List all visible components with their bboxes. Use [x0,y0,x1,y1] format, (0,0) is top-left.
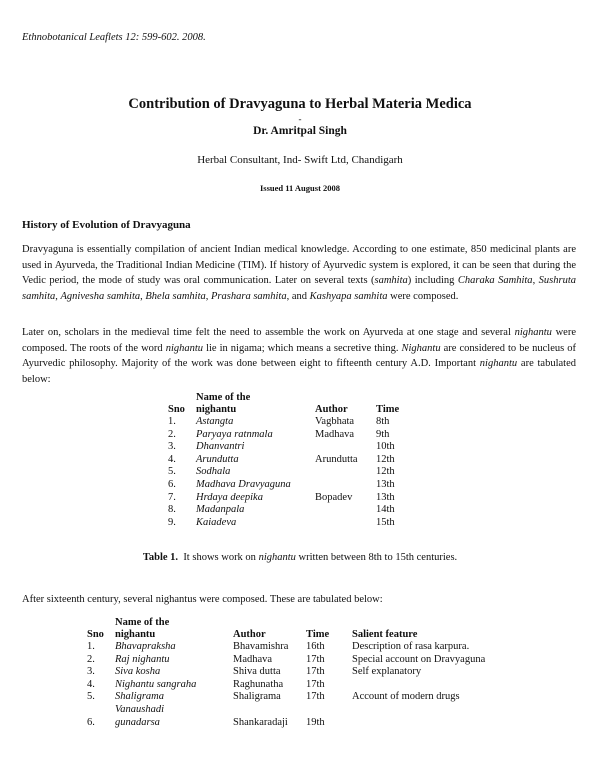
term-nighantu: nighantu [514,327,552,338]
issue-date: Issued 11 August 2008 [259,183,341,193]
table-row [168,466,416,479]
table-row [87,717,512,730]
table-caption [0,552,600,563]
cell-author [315,479,376,492]
cell-name: Madhava Dravyaguna [196,478,291,490]
cell-author [315,441,376,454]
caption-label: Table 1. [142,552,179,563]
header-name-line1: Name of the [115,617,170,628]
title-separator: - [298,114,302,124]
cell-time [306,704,352,717]
text-kashyapa: Kashyapa samhita [309,290,388,302]
sep-3: , [140,290,146,302]
table-row [168,441,416,454]
cell-name: Paryaya ratnmala [196,428,273,440]
table-header-row [168,392,416,416]
table-row [87,691,512,704]
cell-time: 12th [376,453,395,465]
table-header-row [87,617,512,641]
cell-time: 13th [376,478,395,490]
author-name: Dr. Amritpal Singh [253,125,347,137]
cell-feature: Description of rasa karpura. [352,641,470,652]
cell-sno: 4. [168,453,176,465]
cell-sno: 9. [168,516,176,528]
author-affiliation: Herbal Consultant, Ind- Swift Ltd, Chandigarh [197,154,403,166]
table-row [168,504,416,517]
cell-sno: 1. [168,416,176,427]
cell-author: Arundutta [315,453,358,465]
cell-name: Hrdaya deepika [196,491,263,503]
cell-feature: Account of modern drugs [352,691,460,703]
section-heading: History of Evolution of Dravyaguna [22,219,191,231]
cell-time: 17th [306,691,325,703]
cell-name: Siva kosha [115,666,161,678]
cell-sno: 2. [168,428,176,440]
cell-feature [352,704,512,717]
cell-feature [352,679,512,692]
text-sushruta: Sushruta samhita [22,275,577,302]
cell-time: 9th [376,428,390,440]
running-head: Ethnobotanical Leaflets 12: 599-602. 2008. [22,32,206,43]
cell-time: 12th [376,466,395,478]
cell-sno: 4. [87,678,95,690]
table-row [168,454,416,467]
header-sno: Sno [87,629,104,640]
cell-sno [87,704,115,717]
cell-author: Raghunatha [233,678,284,690]
cell-feature: Self explanatory [352,666,422,678]
sep-2: , [55,290,61,302]
cell-time: 8th [376,416,390,427]
text-agnivesha: Agnivesha samhita [60,290,141,302]
cell-author: Madhava [233,653,273,665]
para2-text-b: were composed. The roots of the word [22,327,576,354]
cell-time: 19th [306,716,325,728]
table-row [168,429,416,442]
cell-sno: 3. [87,666,95,678]
table-nighantu-early [168,392,416,529]
sep-and: , and [286,290,310,302]
table-row [87,654,512,667]
cell-name: gunadarsa [115,716,160,728]
cell-time: 13th [376,491,395,503]
header-time: Time [376,404,400,415]
sep-4: , [205,290,212,302]
cell-sno: 2. [87,653,95,665]
para2-text-a: Later on, scholars in the medieval time felt the need to assemble the work on Ayurveda at one stage and several [22,327,515,338]
header-name [196,392,315,416]
text-charaka: Charaka Samhita [457,275,533,286]
paper-title: Contribution of Dravyaguna to Herbal Materia Medica [128,96,472,112]
table-row [168,517,416,530]
table-row [87,704,512,717]
header-time: Time [306,629,330,640]
term-nighantu-cap: Nighantu [401,342,441,354]
cell-time: 16th [306,641,325,652]
caption-text-a: It shows work on [178,552,259,563]
cell-time: 14th [376,504,395,516]
para2-text-e: are tabulated below: [22,358,576,385]
cell-time: 10th [376,441,395,453]
cell-author [315,504,376,517]
header-name-line2: nighantu [115,629,156,640]
cell-author: Madhava [315,428,355,440]
cell-name: Raj nighantu [115,653,170,665]
cell-author: Bopadev [315,491,353,503]
header-author: Author [315,404,348,415]
term-samhita: samhita [374,275,408,286]
cell-sno: 7. [168,491,176,503]
table-row [168,479,416,492]
paragraph-medieval [22,325,576,387]
sep-1: , [532,275,539,286]
paragraph-intro [22,242,576,304]
para1-text-c: were composed. [387,290,459,302]
cell-sno: 6. [87,716,95,728]
cell-author: Shaligrama [233,691,281,703]
header-feature: Salient feature [352,629,418,640]
cell-name: Vanaushadi [115,703,165,715]
caption-term: nighantu [258,552,296,563]
cell-author: Shankaradaji [233,716,288,728]
cell-time: 17th [306,666,325,678]
paragraph-later: After sixteenth century, several nighantus were composed. These are tabulated below: [22,594,383,605]
cell-time: 17th [306,653,325,665]
header-sno: Sno [168,404,185,415]
cell-name: Dhanvantri [196,441,245,453]
table-row [87,641,512,654]
cell-author [315,466,376,479]
cell-sno: 5. [168,466,176,478]
term-nighantu: nighantu [165,342,204,354]
cell-author [315,517,376,530]
cell-name: Astangta [196,416,234,427]
cell-author: Vagbhata [315,416,355,427]
cell-feature: Special account on Dravyaguna [352,653,486,665]
cell-author [233,704,306,717]
cell-author: Shiva dutta [233,666,281,678]
cell-time: 15th [376,516,395,528]
cell-sno: 6. [168,478,176,490]
cell-feature [352,717,512,730]
para1-text-a: Dravyaguna is essentially compilation of ancient Indian medical knowledge. According to one estimate, 850 medicinal plants are used in Ayurveda, the Traditional Indian Medicine (TIM). If history of Ayurvedic system is explored, it can be seen that during the Vedic period, the mode of study was oral communication. Later on several texts ( [22,244,576,286]
header-name-line2: nighantu [196,404,237,415]
cell-sno: 1. [87,641,95,652]
cell-name: Nighantu sangraha [115,678,197,690]
cell-name: Kaiadeva [196,516,237,528]
caption-text-b: written between 8th to 15th centuries. [295,552,458,563]
text-prashara: Prashara samhita [211,290,287,302]
table-row [87,679,512,692]
cell-name: Sodhala [196,466,231,478]
table-nighantu-later [87,617,512,729]
table-row [87,666,512,679]
cell-author: Bhavamishra [233,641,289,652]
para2-text-d: are considered to be nucleus of Ayurvedic philosophy. Majority of the work was done between eight to fifteenth century A.D. Important [22,342,576,369]
header-name [115,617,233,641]
cell-time: 17th [306,678,325,690]
header-name-line1: Name of the [196,392,251,403]
para2-text-c: lie in nigama; which means a secretive thing. [203,342,402,354]
header-author: Author [233,629,266,640]
cell-name: Arundutta [196,453,239,465]
text-bhela: Bhela samhita [145,290,206,302]
para1-text-b: ) including [407,275,458,286]
table-row [168,416,416,429]
cell-name: Madanpala [196,504,245,516]
cell-name: Bhavapraksha [115,641,176,652]
cell-sno: 3. [168,441,176,453]
cell-name: Shaligrama [115,691,165,703]
term-nighantu: nighantu [479,358,518,369]
cell-sno: 8. [168,504,176,516]
table-row [168,492,416,505]
cell-sno: 5. [87,691,95,703]
